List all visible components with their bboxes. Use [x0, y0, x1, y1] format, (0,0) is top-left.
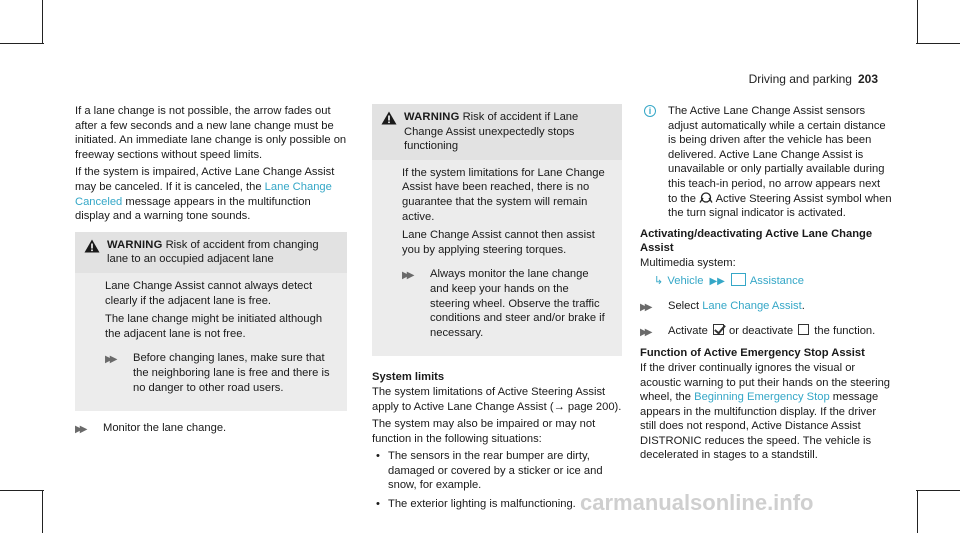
steering-assist-icon [699, 192, 713, 203]
paragraph: Lane Change Assist cannot then assist you by applying steering torques. [402, 229, 595, 256]
text: message appears in the multifunction display and a warning tone sounds. [75, 195, 311, 223]
column-left [75, 104, 347, 442]
checkbox-empty-icon [798, 324, 809, 335]
text: the function. [811, 324, 876, 337]
paragraph: If a lane change is not possible, the arrow fades out after a few seconds and a new lane change must be initiated. An immediate lane change is only possible on freeway sections without speed limits. [75, 105, 347, 161]
warning-header [372, 104, 622, 160]
list-item: • The exterior lighting is malfunctioning. [372, 497, 622, 512]
step-arrow-icon: ▶▶ [75, 424, 85, 436]
warning-label: WARNING [107, 238, 163, 251]
page-header [749, 72, 878, 87]
paragraph: Multimedia system: [640, 256, 736, 269]
crop-mark [917, 490, 918, 533]
step-arrow-icon: ▶▶ [402, 270, 412, 282]
section-heading: System limits [372, 371, 445, 384]
text: . [801, 300, 805, 313]
paragraph: If the system limitations for Lane Change Assist have been reached, there is no guarantee that the system will remain active. [402, 166, 605, 223]
menu-lane-change-assist: Lane Change Assist [702, 300, 802, 313]
list-item: • The sensors in the rear bumper are dirty, damaged or covered by a sticker or ice and snow, for example. [372, 449, 622, 493]
instruction-step [640, 324, 892, 339]
step-text: Monitor the lane change. [103, 422, 227, 435]
column-right [640, 104, 892, 466]
display-message-link: Lane Change Canceled [75, 180, 332, 208]
warning-triangle-icon [84, 239, 100, 253]
crop-mark [42, 490, 43, 533]
crop-mark [916, 490, 960, 491]
instruction-step [640, 299, 892, 314]
instruction-step [105, 351, 335, 395]
warning-triangle-icon [381, 111, 397, 125]
section-title: Driving and parking [748, 72, 852, 86]
warning-header [75, 232, 347, 273]
crop-mark [0, 490, 44, 491]
paragraph: The lane change might be initiated although the adjacent lane is not free. [105, 313, 323, 340]
section-heading: Function of Active Emergency Stop Assist [640, 347, 865, 360]
step-arrow-icon: ▶▶ [640, 302, 650, 314]
crop-mark [916, 43, 960, 44]
checkbox-checked-icon [713, 324, 724, 335]
info-note [640, 104, 892, 221]
text: If the driver continually ignores the visual or acoustic warning to put their hands on the steering wheel, the [640, 361, 891, 404]
text: Activate [668, 324, 711, 337]
paragraph: The system may also be impaired or may not function in the following situations: [372, 418, 596, 445]
text: Active Steering Assist symbol when the turn signal indicator is activated. [668, 192, 892, 220]
crop-mark [42, 0, 43, 44]
warning-box [75, 232, 347, 411]
text: or deactivate [725, 324, 797, 337]
paragraph: The system limitations of Active Steering Assist apply to Active Lane Change Assist (→ page 200). [372, 385, 622, 413]
text: message appears in the multifunction display. If the driver still does not respond, Active Distance Assist DISTRONIC reduces the speed. The vehicle is decelerated in stages to a standstill. [640, 391, 879, 462]
crop-mark [0, 43, 44, 44]
warning-label: WARNING [404, 111, 460, 123]
warning-body [372, 160, 622, 357]
menu-path-arrow-icon: ↳ [654, 274, 664, 287]
display-message-link: Beginning Emergency Stop [694, 391, 830, 404]
paragraph: Lane Change Assist cannot always detect clearly if the adjacent lane is free. [105, 279, 313, 307]
instruction-step [402, 267, 610, 340]
column-middle [372, 104, 622, 516]
step-arrow-icon: ▶▶ [640, 326, 650, 338]
warning-box [372, 104, 622, 356]
warning-body [75, 273, 347, 411]
text: Select [668, 300, 703, 313]
crop-mark [917, 0, 918, 44]
paragraph [75, 165, 347, 223]
instruction-step [75, 421, 347, 436]
step-text: Always monitor the lane change and keep your hands on the steering wheel. Observe the traffic conditions and steer and/or brake if necessary. [430, 268, 605, 339]
step-text: Before changing lanes, make sure that the neighboring lane is free and there is no danger to other road users. [133, 352, 330, 394]
double-arrow-icon: ▶▶ [709, 275, 725, 287]
step-arrow-icon: ▶▶ [105, 354, 115, 366]
vehicle-menu-icon [731, 273, 746, 286]
section-heading: Activating/deactivating Active Lane Change Assist [640, 227, 873, 255]
warning-title: Risk of accident from changing lane to an occupied adjacent lane [107, 238, 319, 266]
menu-assistance: Assistance [749, 274, 804, 287]
watermark: carmanualsonline.info [580, 490, 814, 515]
warning-title: Risk of accident if Lane Change Assist unexpectedly stops functioning [404, 111, 579, 153]
text: If the system is impaired, Active Lane Change Assist may be canceled. If it is canceled, the [75, 166, 335, 193]
paragraph [640, 361, 892, 463]
page-number: 203 [857, 72, 878, 86]
info-icon: i [644, 105, 656, 117]
text: The Active Lane Change Assist sensors adjust automatically while a certain distance is being driven after the vehicle has been delivered. Active Lane Change Assist is unavailable or only partially available during this teach-in period, no arrow appears next to the [668, 105, 886, 205]
menu-vehicle: Vehicle [667, 274, 704, 287]
menu-path [640, 273, 892, 290]
